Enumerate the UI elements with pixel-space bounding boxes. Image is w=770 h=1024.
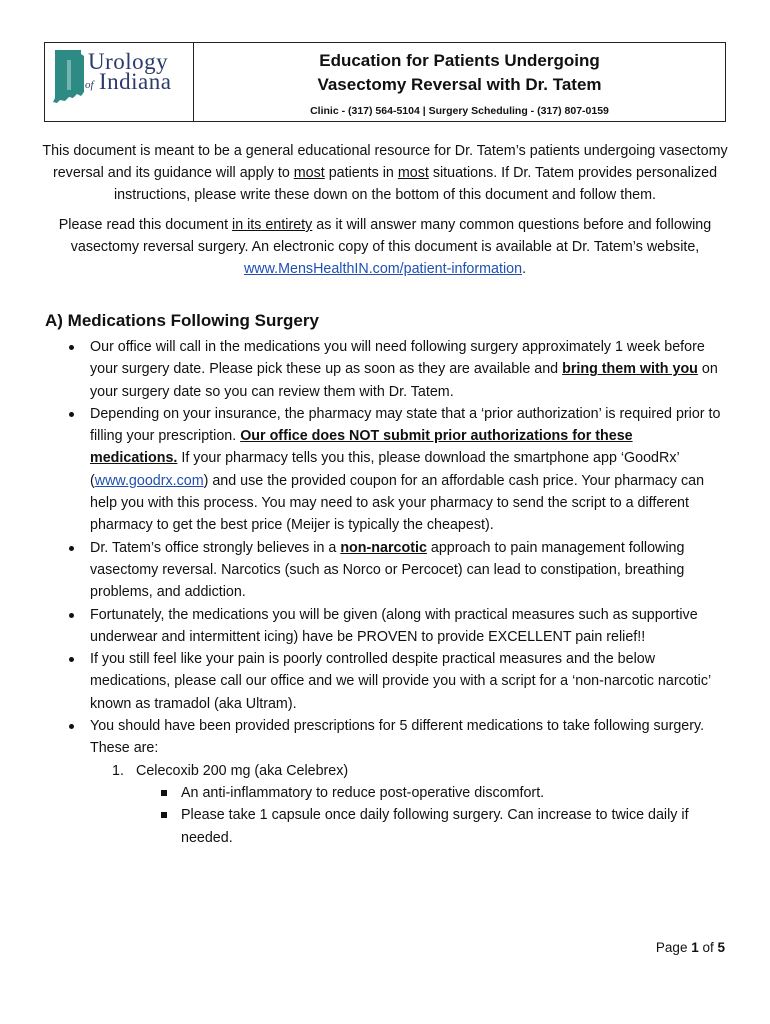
bullet-emphasis: non-narcotic [340,539,427,556]
section-heading-medications: A) Medications Following Surgery [45,311,319,330]
list-item [62,604,722,649]
list-item [62,336,722,403]
intro-text: . [522,261,527,277]
bullet-text: on your surgery date so you can review them with Dr. Tatem. [90,361,718,400]
bullet-icon [69,412,74,417]
bullet-text: Our office will call in the medications you will need following surgery approximately 1 week before your surgery date. Please pick these up as soon as they are available and [90,339,705,378]
document-header [44,42,726,122]
list-item [62,648,722,715]
page-label: Page [655,940,692,955]
total-pages: 5 [717,940,725,955]
bullet-icon [69,657,74,662]
bullet-emphasis: Our office does NOT submit prior authorizations for these medications. [90,428,633,467]
logo [45,43,194,121]
intro-underline-most: most [293,165,325,181]
page-number [656,940,725,955]
bullet-text: Fortunately, the medications you will be given (along with practical measures such as supportive underwear and intermittent icing) have be PROVEN to provide EXCELLENT pain relief!! [90,606,698,645]
intro-section [40,140,730,288]
bullet-text: You should have been provided prescriptions for 5 different medications to take following surgery. These are: [90,718,705,757]
intro-paragraph-1 [40,140,730,206]
medication-name: Celecoxib 200 mg (aka Celebrex) [136,762,349,779]
medications-bullet-list [62,336,722,849]
bullet-icon [69,613,74,618]
intro-underline-most: most [397,165,429,181]
website-link[interactable]: www.MensHealthIN.com/patient-information [243,261,523,277]
list-item [62,715,722,849]
bullet-icon [69,345,74,350]
intro-text: as it will answer many common questions before and following vasectomy reversal surgery. An electronic copy of this document is available at Dr. Tatem’s website, [70,217,712,255]
intro-text: situations. If Dr. Tatem provides personalized instructions, please write these down on the bottom of this document and follow them. [114,165,718,203]
bullet-text: If your pharmacy tells you this, please download the smartphone app ‘GoodRx’ ( [90,450,680,489]
intro-paragraph-2 [40,214,730,280]
list-item [136,782,722,804]
square-bullet-icon [161,790,167,796]
medication-number: 1. [112,762,124,779]
intro-text: This document is meant to be a general educational resource for Dr. Tatem’s patients undergoing vasectomy reversal and its guidance will apply to [42,143,728,181]
medication-details [136,782,722,849]
bullet-text: If you still feel like your pain is poorly controlled despite practical measures and the below medications, please call our office and we will provide you with a script for a ‘non-narcotic narcotic’ known as tramadol (aka Ultram). [90,651,711,712]
document-title-line1: Education for Patients Undergoing [319,51,600,70]
bullet-text: approach to pain management following vasectomy reversal. Narcotics (such as Norco or Percocet) can lead to constipation, breathing problems, and addiction. [90,539,685,601]
medication-detail-text: Please take 1 capsule once daily following surgery. Can increase to twice daily if needed. [181,807,689,846]
bullet-icon [69,546,74,551]
indiana-map-icon [51,48,87,106]
page-of-label: of [698,940,718,955]
contact-phone-numbers: Clinic - (317) 564-5104 | Surgery Scheduling - (317) 807-0159 [310,105,609,117]
goodrx-link[interactable]: www.goodrx.com [94,472,204,489]
list-item [62,537,722,604]
intro-underline-entirety: in its entirety [232,217,313,233]
square-bullet-icon [161,812,167,818]
medication-item [90,760,722,849]
current-page: 1 [691,940,699,955]
medication-numbered-list [90,760,722,849]
bullet-text: Dr. Tatem’s office strongly believes in a [90,539,341,556]
document-title-line2: Vasectomy Reversal with Dr. Tatem [317,75,602,94]
bullet-icon [69,724,74,729]
bullet-emphasis: bring them with you [562,361,698,378]
medication-detail-text: An anti-inflammatory to reduce post-operative discomfort. [181,784,545,801]
logo-text-indiana: Indiana [99,69,172,94]
bullet-text: ) and use the provided coupon for an affordable cash price. Your pharmacy can help you with this process. You may need to ask your pharmacy to send the script to a different pharmacy to get the best price (Meijer is typically the cheapest). [90,472,705,534]
intro-text: patients in [324,165,398,181]
bullet-text: Depending on your insurance, the pharmacy may state that a ‘prior authorization’ is required prior to filling your prescription. [90,405,721,445]
list-item [62,403,722,537]
logo-text-of: of [85,79,94,91]
logo-text-urology: Urology [88,49,169,74]
title-block [194,43,725,121]
list-item [136,804,722,849]
intro-text: Please read this document [58,217,233,233]
